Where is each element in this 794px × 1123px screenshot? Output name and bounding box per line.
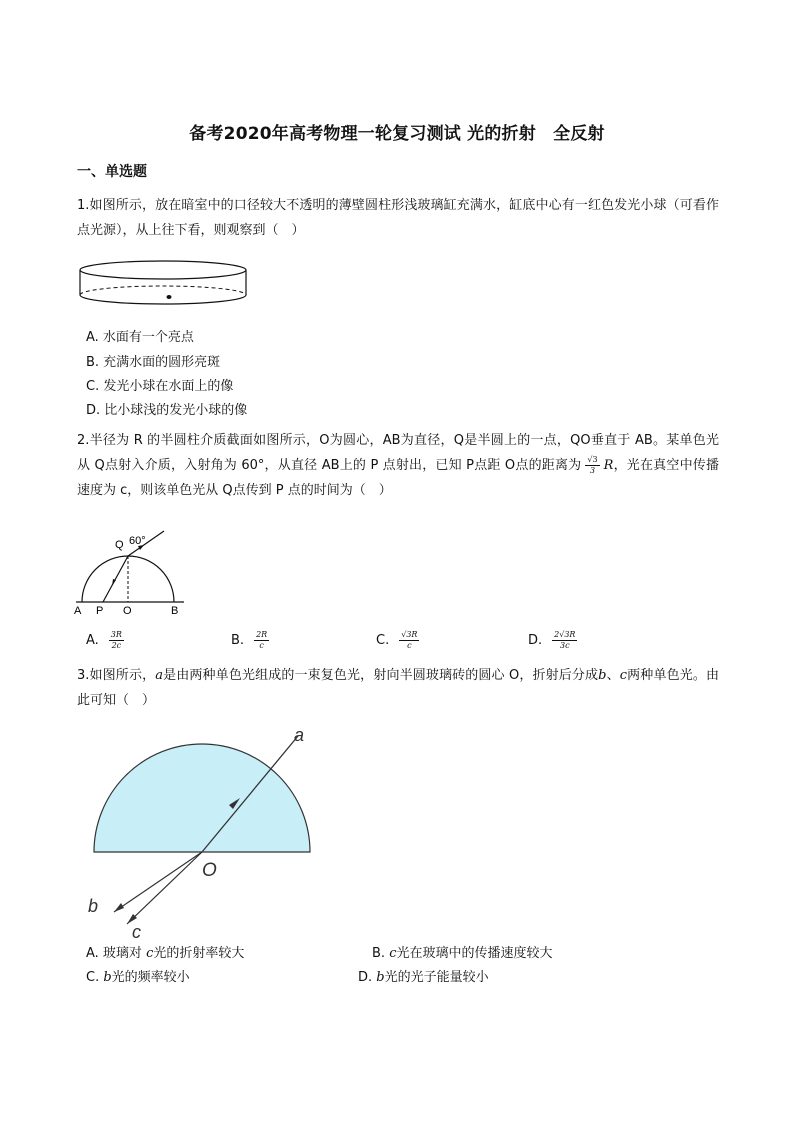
q3-label-c: c (132, 922, 141, 940)
q3-text-part3: 两种单色光。由此可知（ ） (77, 668, 719, 708)
q1-option-b: B. 充满水面的圆形亮斑 (86, 355, 221, 370)
q2-option-b-num: 2R (256, 630, 268, 639)
q3-option-b-var: c (389, 946, 397, 961)
section-heading: 一、单选题 (77, 164, 147, 180)
q3-option-c-prefix: C. (86, 970, 104, 985)
q2-frac-var: R (603, 458, 614, 473)
q2-option-b (231, 630, 273, 651)
q3-option-b-suffix: 光在玻璃中的传播速度较大 (396, 946, 553, 961)
q3-option-d (358, 968, 489, 988)
q3-label-b: b (88, 896, 99, 916)
question-1-text: 1.如图所示，放在暗室中的口径较大不透明的薄壁圆柱形浅玻璃缸充满水，缸底中心有一红色发光小球（可看作点光源），从上往下看，则观察到（ ） (77, 198, 719, 238)
q2-label-q: Q (115, 539, 124, 551)
q2-option-b-den: c (259, 641, 264, 650)
question-2-figure-semicircle (72, 528, 190, 616)
q3-var-b: b (598, 668, 607, 683)
question-3-text (77, 663, 719, 713)
q2-option-d-fraction (552, 630, 577, 651)
q3-var-c: c (619, 668, 628, 683)
q2-frac-num: √3 (587, 455, 598, 464)
q2-frac-den: 3 (589, 466, 596, 475)
q3-var-a: a (155, 668, 163, 683)
question-1-figure-cylinder (77, 258, 249, 313)
q3-option-c (86, 968, 190, 988)
q2-option-c-den: c (407, 641, 412, 650)
q2-option-d-label: D. (528, 633, 543, 648)
q2-label-p: P (96, 605, 104, 616)
q3-label-o: O (202, 860, 217, 881)
q2-option-a-label: A. (86, 633, 99, 648)
q2-option-c-fraction (399, 630, 419, 651)
q1-option-c: C. 发光小球在水面上的像 (86, 379, 234, 394)
q2-option-a-den: 2c (111, 641, 122, 650)
q3-option-b-prefix: B. (372, 946, 390, 961)
q1-option-d: D. 比小球浅的发光小球的像 (86, 403, 248, 418)
q2-label-a: A (74, 605, 82, 616)
q2-option-d-num: 2√3R (554, 630, 576, 639)
q2-distance-fraction (585, 455, 599, 476)
q3-label-a: a (294, 725, 305, 745)
q2-option-c-label: C. (376, 633, 390, 648)
q3-option-a-suffix: 光的折射率较大 (153, 946, 245, 961)
q2-label-b: B (171, 605, 179, 616)
q1-option-a: A. 水面有一个亮点 (86, 330, 194, 345)
q2-option-c-num: √3R (401, 630, 418, 639)
q3-option-c-var: b (103, 970, 112, 985)
q3-option-b (372, 944, 552, 964)
q2-option-d-den: 3c (560, 641, 570, 650)
q2-option-a-fraction (109, 630, 124, 651)
q2-option-c (376, 630, 423, 651)
page-title: 备考2020年高考物理一轮复习测试 光的折射 全反射 (189, 124, 605, 144)
q3-text-part1: 3.如图所示， (77, 668, 156, 683)
q2-option-b-label: B. (231, 633, 245, 648)
question-2-text (77, 428, 719, 503)
q3-text-part2: 是由两种单色光组成的一束复色光，射向半圆玻璃砖的圆心 O，折射后分成 (163, 668, 599, 683)
q2-option-b-fraction (254, 630, 269, 651)
q2-label-o: O (123, 605, 132, 616)
q3-text-sep: 、 (606, 668, 620, 683)
q3-option-d-prefix: D. (358, 970, 377, 985)
question-3-figure-glass-semicircle (80, 716, 320, 940)
q2-option-a-num: 3R (110, 630, 122, 639)
q2-text-after: ，光在真空中传播速度为 c，则该单色光从 Q点传到 P 点的时间为（ ） (77, 458, 719, 498)
q2-option-a (86, 630, 128, 651)
q2-label-angle: 60° (129, 535, 146, 547)
q2-text-before: 2.半径为 R 的半圆柱介质截面如图所示，O为圆心，AB为直径，Q是半圆上的一点，QO垂直于 AB。某单色光从 Q点射入介质，入射角为 60°，从直径 AB上的 P 点射出，已知 P点距 O点的距离为 (77, 433, 719, 473)
q3-option-d-var: b (376, 970, 385, 985)
q2-option-d (528, 630, 581, 651)
q3-option-a-var: c (146, 946, 154, 961)
q3-option-d-suffix: 光的光子能量较小 (384, 970, 489, 985)
q3-option-a (86, 944, 244, 964)
q3-option-a-prefix: A. 玻璃对 (86, 946, 147, 961)
q3-option-c-suffix: 光的频率较小 (111, 970, 190, 985)
